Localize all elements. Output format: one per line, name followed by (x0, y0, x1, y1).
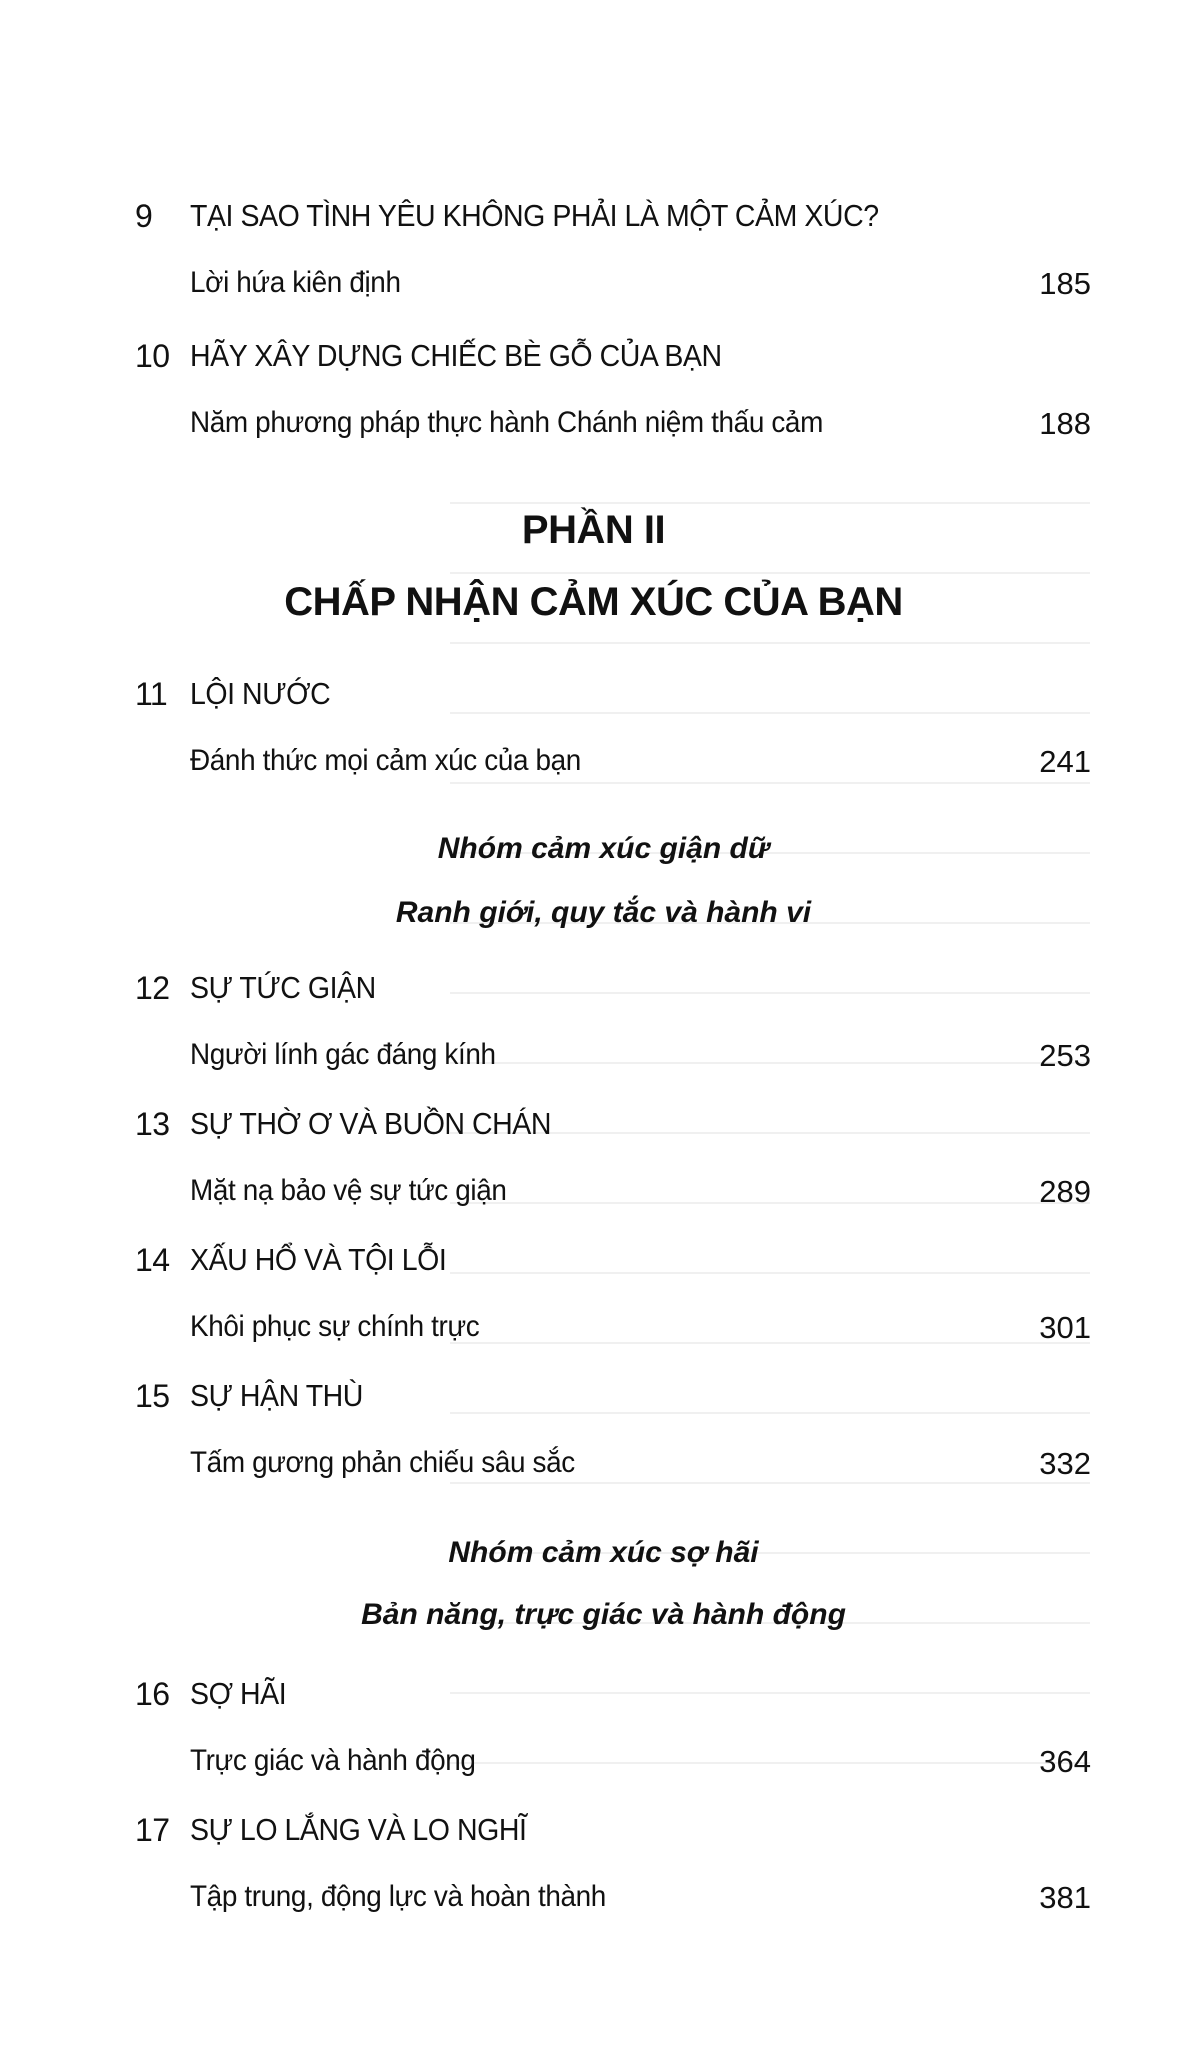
toc-entry-9[interactable] (135, 190, 1097, 322)
chapter-subtitle: Mặt nạ bảo vệ sự tức giận (190, 1174, 507, 1207)
chapter-title: HÃY XÂY DỰNG CHIẾC BÈ GỖ CỦA BẠN (190, 338, 722, 373)
page-number: 289 (1039, 1174, 1091, 1209)
chapter-number: 9 (135, 198, 153, 234)
toc-entry-14[interactable] (135, 1234, 1097, 1366)
page-number: 188 (1039, 406, 1091, 441)
chapter-number: 16 (135, 1676, 170, 1712)
page-number: 241 (1039, 744, 1091, 779)
chapter-subtitle: Đánh thức mọi cảm xúc của bạn (190, 744, 581, 777)
chapter-subtitle: Người lính gác đáng kính (190, 1038, 496, 1071)
toc-entry-10[interactable] (135, 330, 1097, 462)
chapter-number: 12 (135, 970, 170, 1006)
chapter-title: SỰ TỨC GIẬN (190, 970, 376, 1005)
page-number: 332 (1039, 1446, 1091, 1481)
group-subtitle-anger: Ranh giới, quy tắc và hành vi (395, 896, 812, 929)
chapter-number: 15 (135, 1378, 170, 1414)
chapter-subtitle: Tập trung, động lực và hoàn thành (190, 1880, 606, 1913)
chapter-subtitle: Năm phương pháp thực hành Chánh niệm thấu cảm (190, 406, 823, 439)
chapter-title: SỰ HẬN THÙ (190, 1378, 363, 1413)
toc-entry-11[interactable] (135, 668, 1097, 800)
chapter-title: TẠI SAO TÌNH YÊU KHÔNG PHẢI LÀ MỘT CẢM XÚC? (190, 198, 879, 233)
chapter-title: SỰ LO LẮNG VÀ LO NGHĨ (190, 1812, 527, 1847)
toc-entry-17[interactable] (135, 1804, 1097, 1936)
toc-entry-12[interactable] (135, 962, 1097, 1094)
chapter-subtitle: Tấm gương phản chiếu sâu sắc (190, 1446, 575, 1479)
toc-entry-13[interactable] (135, 1098, 1097, 1230)
page-number: 364 (1039, 1744, 1091, 1779)
group-title-fear: Nhóm cảm xúc sợ hãi (448, 1536, 759, 1569)
group-title-anger: Nhóm cảm xúc giận dữ (437, 832, 770, 865)
chapter-number: 10 (135, 338, 170, 374)
toc-entry-15[interactable] (135, 1370, 1097, 1502)
chapter-number: 14 (135, 1242, 170, 1278)
chapter-subtitle: Trực giác và hành động (190, 1744, 476, 1777)
chapter-number: 11 (135, 676, 168, 712)
chapter-number: 17 (135, 1812, 170, 1848)
chapter-subtitle: Lời hứa kiên định (190, 266, 401, 299)
chapter-title: SỢ HÃI (190, 1676, 287, 1711)
page-number: 253 (1039, 1038, 1091, 1073)
chapter-subtitle: Khôi phục sự chính trực (190, 1310, 480, 1343)
chapter-title: XẤU HỔ VÀ TỘI LỖI (190, 1242, 447, 1277)
chapter-title: LỘI NƯỚC (190, 676, 331, 711)
part-title: CHẤP NHẬN CẢM XÚC CỦA BẠN (284, 580, 903, 624)
page-number: 301 (1039, 1310, 1091, 1345)
toc-entry-16[interactable] (135, 1668, 1097, 1800)
chapter-title: SỰ THỜ Ơ VÀ BUỒN CHÁN (190, 1106, 552, 1141)
page-number: 381 (1039, 1880, 1091, 1915)
page-number: 185 (1039, 266, 1091, 301)
chapter-number: 13 (135, 1106, 170, 1142)
part-label: PHẦN II (521, 508, 666, 552)
group-subtitle-fear: Bản năng, trực giác và hành động (361, 1598, 846, 1631)
